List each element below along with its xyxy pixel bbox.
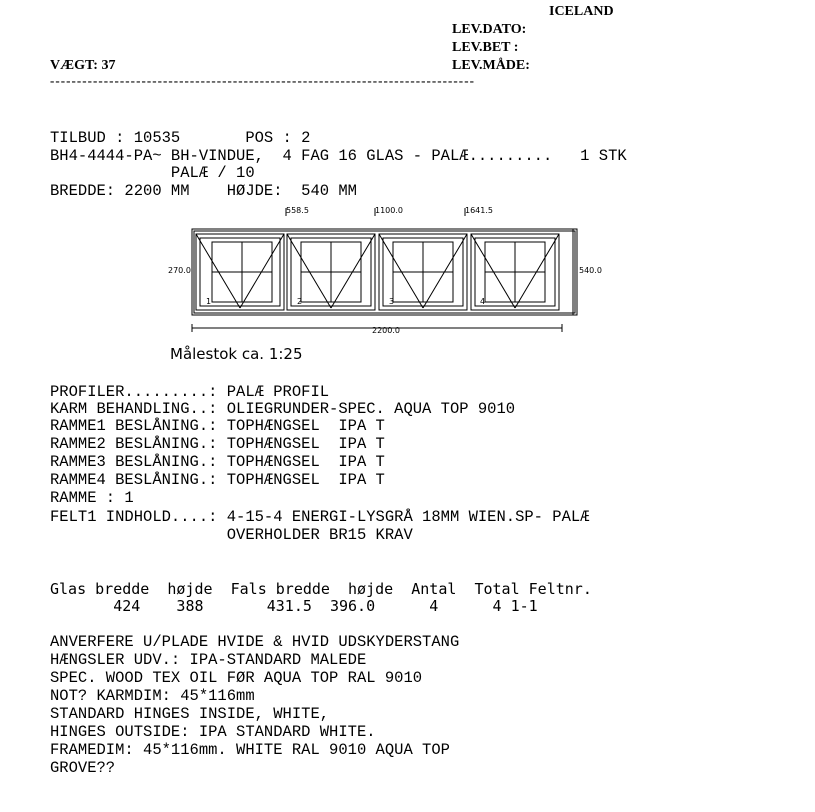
- country-label: ICELAND: [549, 4, 614, 19]
- delivery-method-label: LEV.MÅDE:: [452, 58, 530, 73]
- dim-top-3: 1641.5: [465, 206, 493, 215]
- separator-line: -------------------------------------------------------------------------------: [50, 73, 475, 88]
- sash-number-2: 2: [297, 297, 303, 306]
- window-drawing: [160, 200, 620, 340]
- note-line: GROVE??: [50, 759, 116, 777]
- note-line: NOT? KARMDIM: 45*116mm: [50, 687, 255, 705]
- note-line: HINGES OUTSIDE: IPA STANDARD WHITE.: [50, 723, 376, 741]
- dim-right-height: 540.0: [579, 266, 602, 275]
- spec-line: KARM BEHANDLING..: OLIEGRUNDER-SPEC. AQUA TOP 9010: [50, 400, 516, 418]
- dim-width: 2200.0: [372, 326, 400, 335]
- sash-number-1: 1: [206, 297, 212, 306]
- spec-line: RAMME : 1: [50, 489, 134, 507]
- dim-top-2: 1100.0: [375, 206, 403, 215]
- spec-line: RAMME3 BESLÅNING.: TOPHÆNGSEL IPA T: [50, 453, 385, 471]
- glass-table-header: Glas bredde højde Fals bredde højde Antal Total Feltnr.: [50, 580, 592, 598]
- delivery-terms-label: LEV.BET :: [452, 40, 519, 55]
- spec-line: FELT1 INDHOLD....: 4-15-4 ENERGI-LYSGRÅ 18MM WIEN.SP- PALÆ: [50, 508, 590, 526]
- offer-line-1: TILBUD : 10535 POS : 2: [50, 129, 311, 147]
- dim-left-height: 270.0: [168, 266, 191, 275]
- note-line: STANDARD HINGES INSIDE, WHITE,: [50, 705, 330, 723]
- weight-label: VÆGT: 37: [50, 58, 116, 73]
- spec-line: RAMME4 BESLÅNING.: TOPHÆNGSEL IPA T: [50, 471, 385, 489]
- note-line: SPEC. WOOD TEX OIL FØR AQUA TOP RAL 9010: [50, 669, 423, 687]
- spec-line: PROFILER.........: PALÆ PROFIL: [50, 383, 330, 401]
- offer-line-4: BREDDE: 2200 MM HØJDE: 540 MM: [50, 182, 357, 200]
- note-line: FRAMEDIM: 45*116mm. WHITE RAL 9010 AQUA TOP: [50, 741, 450, 759]
- glass-table-row: 424 388 431.5 396.0 4 4 1-1: [50, 597, 538, 615]
- spec-line: RAMME1 BESLÅNING.: TOPHÆNGSEL IPA T: [50, 417, 385, 435]
- dim-top-1: 558.5: [286, 206, 309, 215]
- sash-number-4: 4: [480, 297, 486, 306]
- spec-line: OVERHOLDER BR15 KRAV: [50, 526, 413, 544]
- delivery-date-label: LEV.DATO:: [452, 22, 527, 37]
- sash-number-3: 3: [389, 297, 395, 306]
- note-line: HÆNGSLER UDV.: IPA-STANDARD MALEDE: [50, 651, 367, 669]
- spec-line: RAMME2 BESLÅNING.: TOPHÆNGSEL IPA T: [50, 435, 385, 453]
- offer-line-2: BH4-4444-PA~ BH-VINDUE, 4 FAG 16 GLAS - PALÆ......... 1 STK: [50, 147, 627, 165]
- scale-label: Målestok ca. 1:25: [170, 345, 303, 363]
- offer-line-3: PALÆ / 10: [50, 164, 255, 182]
- note-line: ANVERFERE U/PLADE HVIDE & HVID UDSKYDERSTANG: [50, 633, 460, 651]
